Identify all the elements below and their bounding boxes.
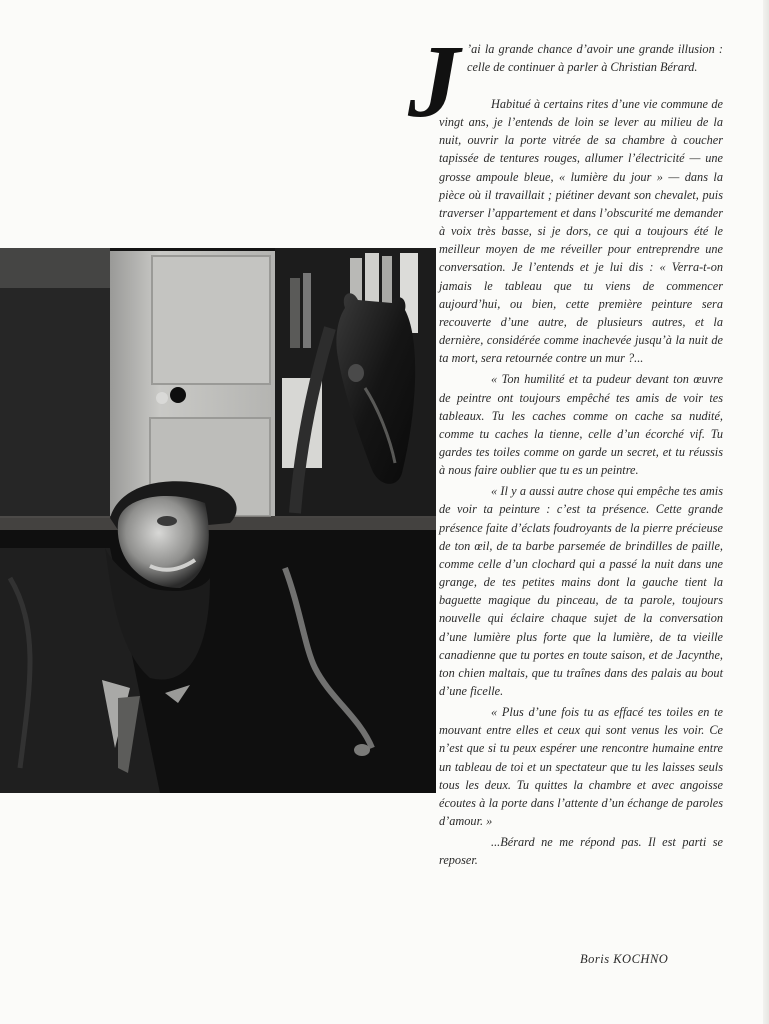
paragraph-2: « Ton humilité et ta pudeur devant ton œuvre de peintre ont toujours empêché tes amis de voir tes tableaux. Tu les caches comme on cache sa nudité, comme tu caches la tienne, celle d’un écorché vif. Tu gardes tes toiles comme on garde un secret, et tu réussis à nous faire oublier que tu es un peintre. [439,372,723,478]
portrait-photo-drawing [0,248,436,793]
portrait-photograph [0,248,436,793]
paragraph-4: « Plus d’une fois tu as effacé tes toiles en te mouvant entre elles et ceux qui sont venus les voir. Ce n’est que si tu peux espérer une rencontre humaine entre un tableau de toi et un spectateur que tu les laisses seuls tous les deux. Tu quittes la chambre et avec angoisse écoutes à la porte dans l’attente d’un échange de paroles d’amour. » [439,705,723,829]
opening-paragraph: ’ai la grande chance d’avoir une grande illusion : celle de continuer à parler à Christian Bérard. [467,42,723,75]
page-edge [763,0,769,1024]
author-signature: Boris KOCHNO [580,952,669,966]
door-knob [170,387,186,403]
drop-cap: J [408,24,460,139]
paragraph-1: Habitué à certains rites d’une vie commune de vingt ans, je l’entends de loin se lever au milieu de la nuit, ouvrir la porte vitrée de sa chambre à coucher tapissée de tentures rouges, allumer l’électricité — une grosse ampoule bleue, « lumière du jour » — dans la pièce où il travaillait ; piétiner devant son chevalet, puis traverser l’appartement et dans l’obscurité me demander à voix très basse, si je dors, ce qui a toujours été le meilleur moyen de me réveiller pour entreprendre une conversation. Je l’entends et je lui dis : « Verra-t-on jamais le tableau que tu viens de commencer aujourd’hui, ou bien, cette première peinture sera recouverte d’une autre, de plusieurs autres, et la dernière, considérée comme inachevée jusqu’à la nuit de ta mort, sera retournée contre un mur ?... [439,97,723,366]
left-wall [0,248,110,518]
paragraph-3: « Il y a aussi autre chose qui empêche tes amis de voir ta peinture : c’est ta présence. Cette grande présence faite d’éclats foudroyants de la pierre précieuse de ton œil, de ta barbe parsemée de brindilles de paille, comme celle d’un clochard qui a passé la nuit dans une grange, de tes petites mains dont la gauche tient la baguette magique du pinceau, de ta parole, toujours nouvelle qui éclaire chaque sujet de la conversation d’une lumière plus forte que la lumière, de ta vieille canadienne que tu portes en toute saison, et de Jacynthe, ton chien maltais, que tu traînes dans des palais au bout d’une ficelle. [439,484,723,698]
article-body [439,95,723,873]
horse-eye [348,364,364,382]
eye [157,516,177,526]
door-upper-panel [152,256,270,384]
paragraph-5: ...Bérard ne me répond pas. Il est parti se reposer. [439,835,723,868]
